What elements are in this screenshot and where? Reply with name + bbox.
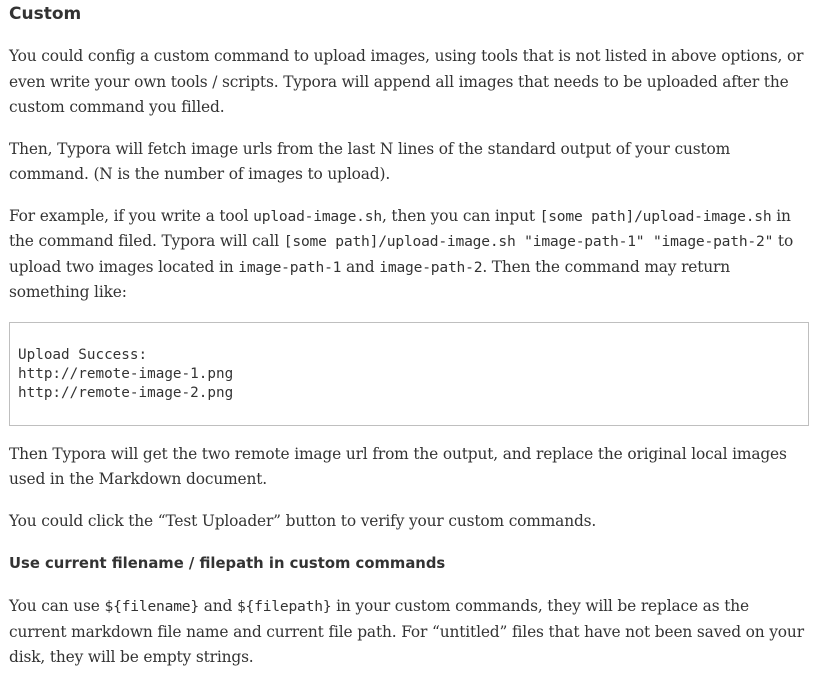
paragraph-replace-images: Then Typora will get the two remote image url from the output, and replace the original local images used in the Markdown document. [9,444,787,488]
inline-code-upload-image: upload-image.sh [253,207,382,225]
text-run: and [341,257,380,276]
inline-code-image-path-2: image-path-2 [379,258,483,276]
code-block-output[interactable]: Upload Success: http://remote-image-1.png http://remote-image-2.png [9,322,809,426]
text-run: in the command filed. Typora will call [9,206,791,250]
text-run: You can use [9,597,105,615]
subheading-filename-filepath: Use current filename / filepath in custom commands [9,555,446,572]
text-run: For example, if you write a tool [9,206,254,225]
paragraph-variables [9,594,809,671]
paragraph-fetch-urls: Then, Typora will fetch image urls from the last N lines of the standard output of your custom command. (N is the number of images to upload). [9,139,731,183]
inline-code-command-path: [some path]/upload-image.sh [539,207,772,225]
text-run: in your custom commands, they will be replace as the current markdown file name and current file path. For “untitled” files that have not been saved on your disk, they will be empty strings. [9,597,804,666]
paragraph-intro: You could config a custom command to upload images, using tools that is not listed in above options, or even write your own tools / scripts. Typora will append all images that needs to be uploaded after the custom command you filled. [9,47,804,116]
text-run: to upload two images located in [9,232,794,276]
text-run: . Then the command may return something like: [9,257,731,301]
paragraph-example [9,204,809,306]
text-run: , then you can input [381,206,540,225]
section-title: Custom [9,4,82,24]
inline-code-command-call: [some path]/upload-image.sh "image-path-1" "image-path-2" [283,233,774,250]
inline-code-image-path-1: image-path-1 [238,258,342,276]
paragraph-test-uploader: You could click the “Test Uploader” button to verify your custom commands. [9,511,597,530]
inline-code-filename-var: ${filename} [104,598,199,615]
text-run: and [198,597,237,615]
inline-code-filepath-var: ${filepath} [236,598,332,615]
